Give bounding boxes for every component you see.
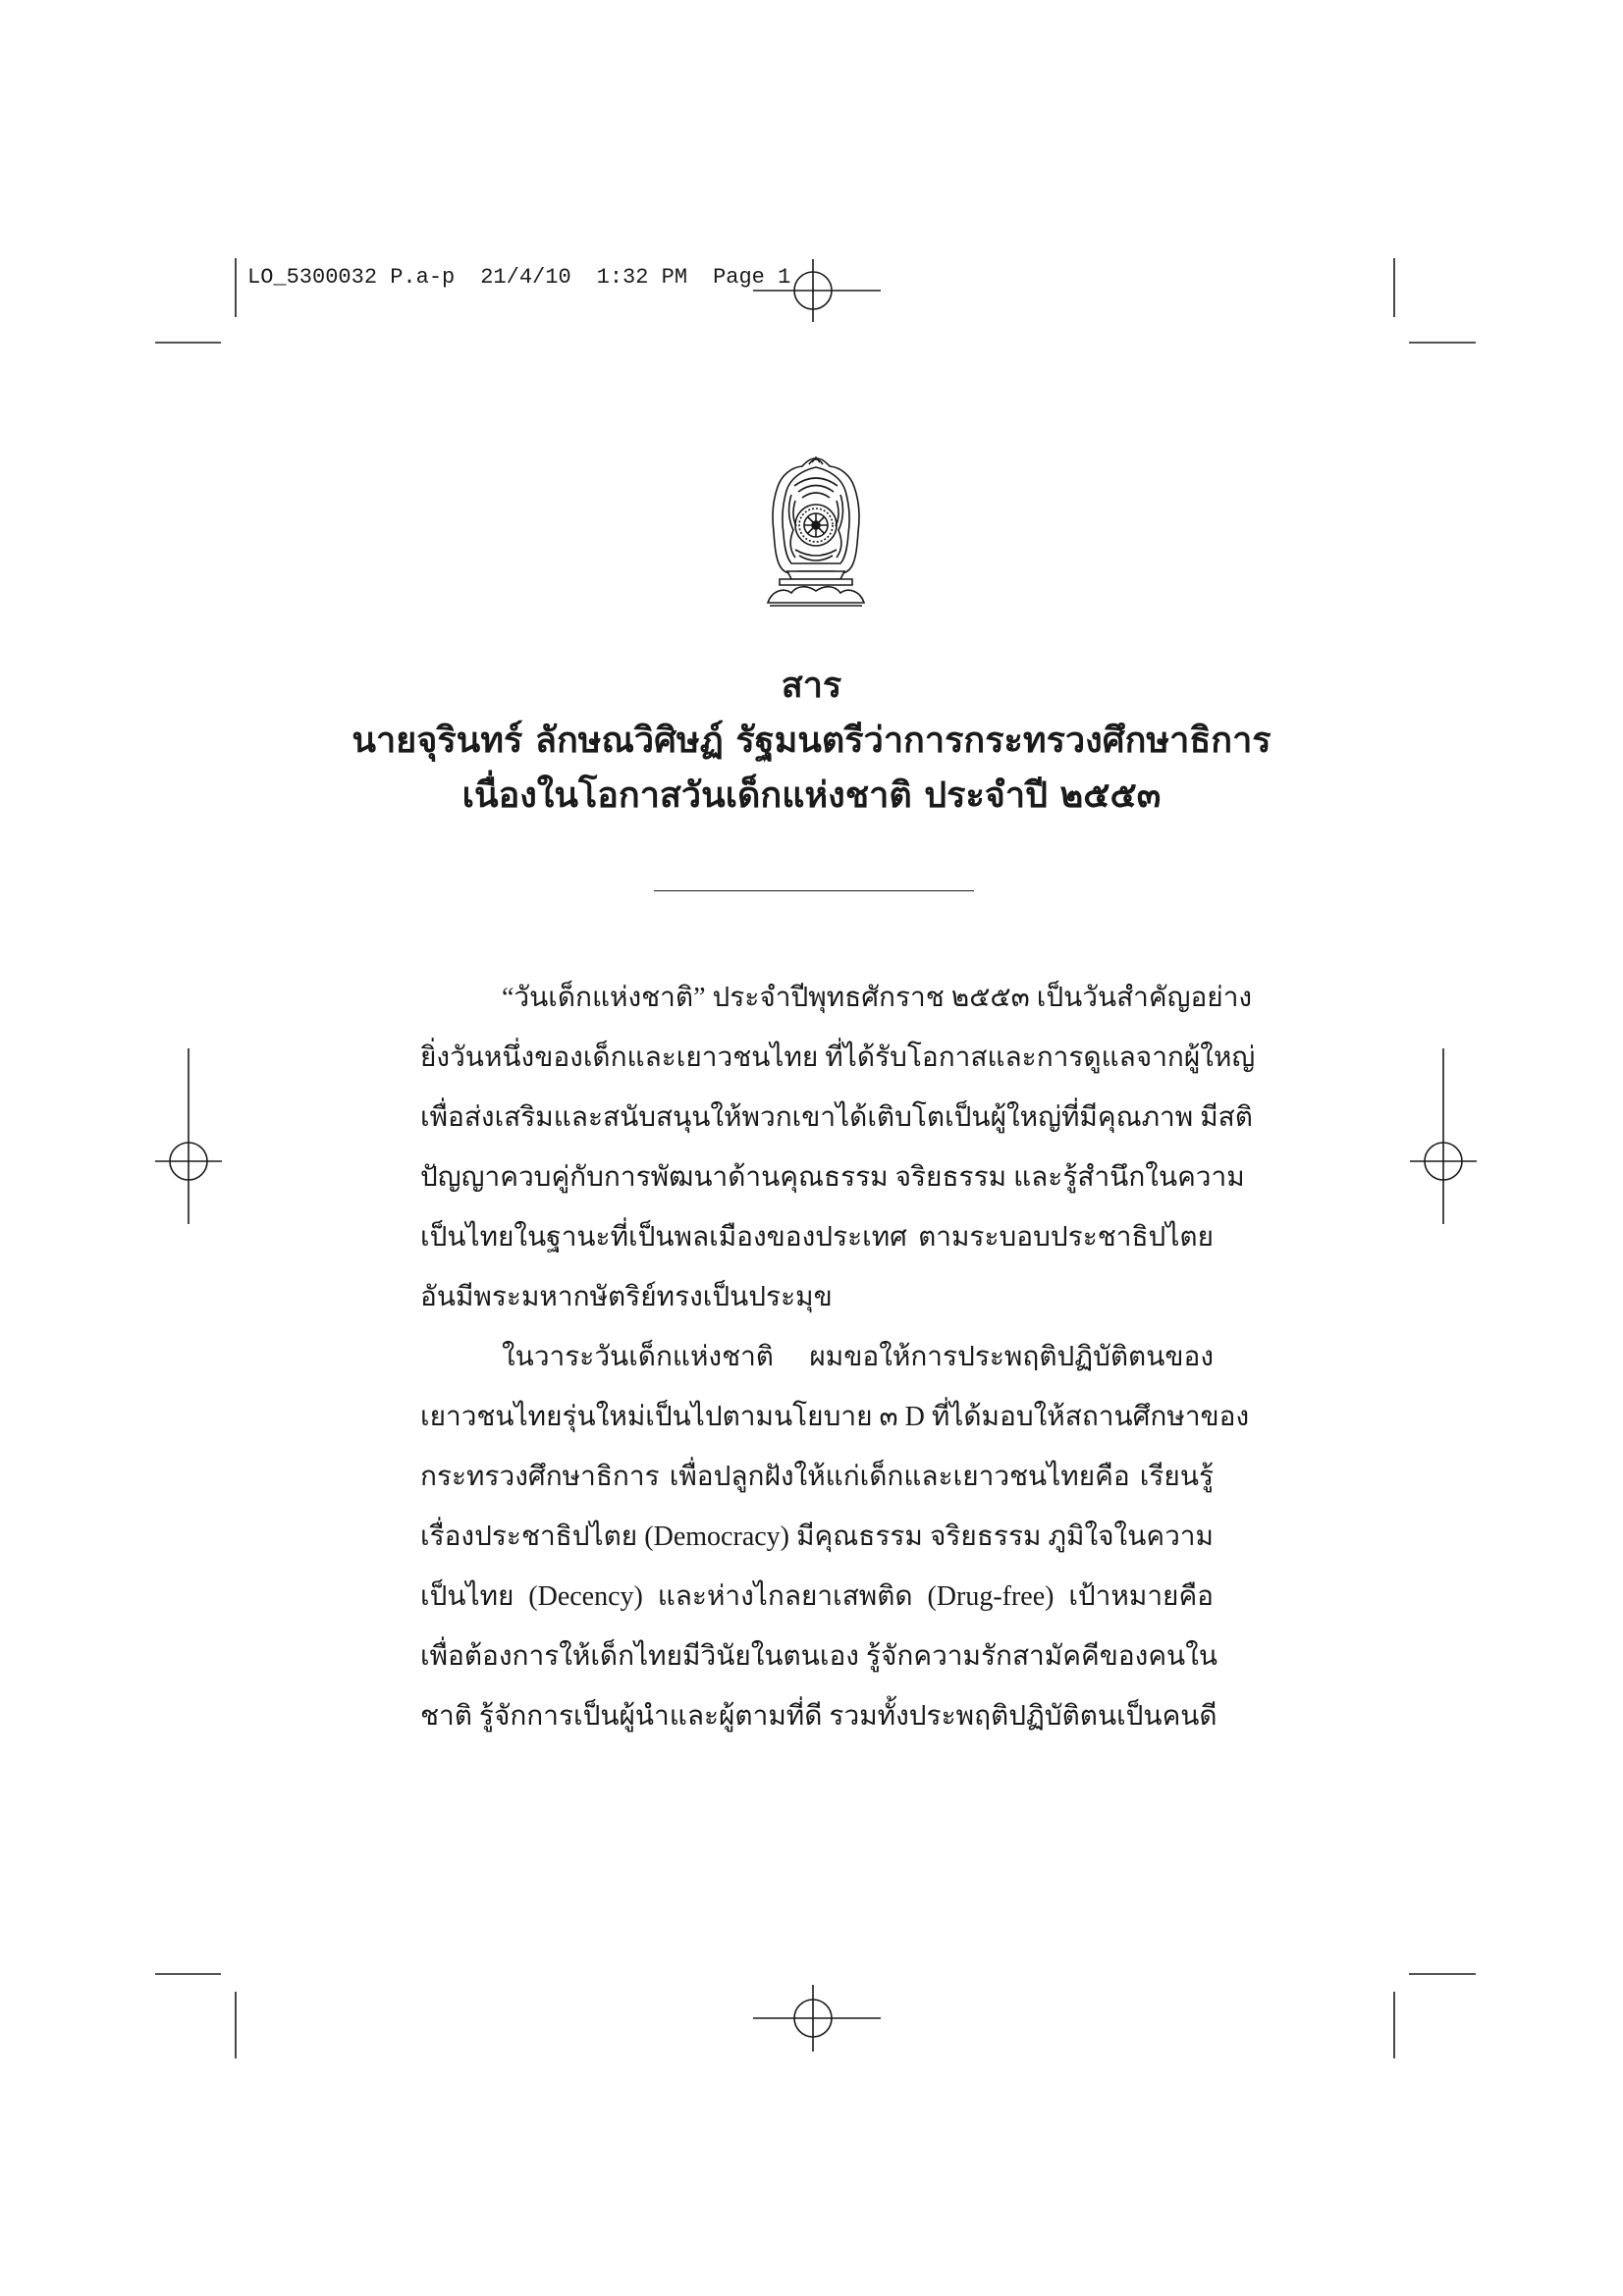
emblem-pedestal-band xyxy=(780,579,852,585)
paragraph-1 xyxy=(420,968,1256,1327)
heading-divider xyxy=(654,890,974,891)
message-body xyxy=(420,968,1256,1746)
text-line: ยิ่งวันหนึ่งของเด็กและเยาวชนไทย ที่ได้รับโอกาสและการดูแลจากผู้ใหญ่ xyxy=(420,1042,1256,1073)
text-line: ในวาระวันเด็กแห่งชาติ ผมขอให้การประพฤติปฏิบัติตนของ xyxy=(502,1342,1214,1372)
text-line: เยาวชนไทยรุ่นใหม่เป็นไปตามนโยบาย ๓ D ที่ได้มอบให้สถานศึกษาของ xyxy=(420,1402,1250,1432)
message-heading xyxy=(0,659,1623,824)
text-line: เป็นไทยในฐานะที่เป็นพลเมืองของประเทศ ตามระบอบประชาธิปไตย xyxy=(420,1222,1214,1253)
heading-author-line: นายจุรินทร์ ลักษณวิศิษฏ์ รัฐมนตรีว่าการกระทรวงศึกษาธิการ xyxy=(352,721,1271,761)
registration-mark-top-circle xyxy=(794,272,832,309)
text-line: เพื่อต้องการให้เด็กไทยมีวินัยในตนเอง รู้จักความรักสามัคคีของคนใน xyxy=(420,1641,1217,1672)
text-line: “วันเด็กแห่งชาติ” ประจำปีพุทธศักราช ๒๕๕๓ เป็นวันสำคัญอย่าง xyxy=(502,983,1253,1013)
registration-mark-bottom-icon xyxy=(753,1985,881,2052)
registration-mark-bottom-circle xyxy=(794,2000,832,2037)
slug-job-name: LO_5300032 P.a-p xyxy=(247,265,456,290)
page-title: สาร xyxy=(781,666,842,706)
text-line: ปัญญาควบคู่กับการพัฒนาด้านคุณธรรม จริยธรรม และรู้สำนึกในความ xyxy=(420,1162,1245,1193)
registration-mark-left-circle xyxy=(170,1143,207,1180)
text-line: เป็นไทย (Decency) และห่างไกลยาเสพติด (Drug-free) เป้าหมายคือ xyxy=(420,1581,1214,1612)
paragraph-2 xyxy=(420,1327,1250,1746)
ministry-of-education-emblem-icon xyxy=(762,455,870,609)
text-line: อันมีพระมหากษัตริย์ทรงเป็นประมุข xyxy=(420,1282,833,1312)
registration-mark-left-icon xyxy=(155,1048,222,1224)
heading-occasion-line: เนื่องในโอกาสวันเด็กแห่งชาติ ประจำปี ๒๕๕๓ xyxy=(461,775,1162,816)
slug-date: 21/4/10 xyxy=(480,265,571,290)
emblem-pedestal-top xyxy=(787,571,844,579)
text-line: เพื่อส่งเสริมและสนับสนุนให้พวกเขาได้เติบโตเป็นผู้ใหญ่ที่มีคุณภาพ มีสติ xyxy=(420,1102,1253,1133)
text-line: เรื่องประชาธิปไตย (Democracy) มีคุณธรรม จริยธรรม ภูมิใจในความ xyxy=(420,1522,1214,1552)
slug-page: Page 1 xyxy=(713,265,791,290)
registration-mark-right-icon xyxy=(1410,1048,1477,1224)
registration-mark-right-circle xyxy=(1425,1143,1462,1180)
print-slug xyxy=(247,263,790,293)
text-line: ชาติ รู้จักการเป็นผู้นำและผู้ตามที่ดี รวมทั้งประพฤติปฏิบัติตนเป็นคนดี xyxy=(420,1701,1217,1732)
emblem-base-scrolls xyxy=(768,587,864,603)
slug-time: 1:32 PM xyxy=(596,265,688,290)
text-line: กระทรวงศึกษาธิการ เพื่อปลูกฝังให้แก่เด็กและเยาวชนไทยคือ เรียนรู้ xyxy=(420,1462,1214,1492)
